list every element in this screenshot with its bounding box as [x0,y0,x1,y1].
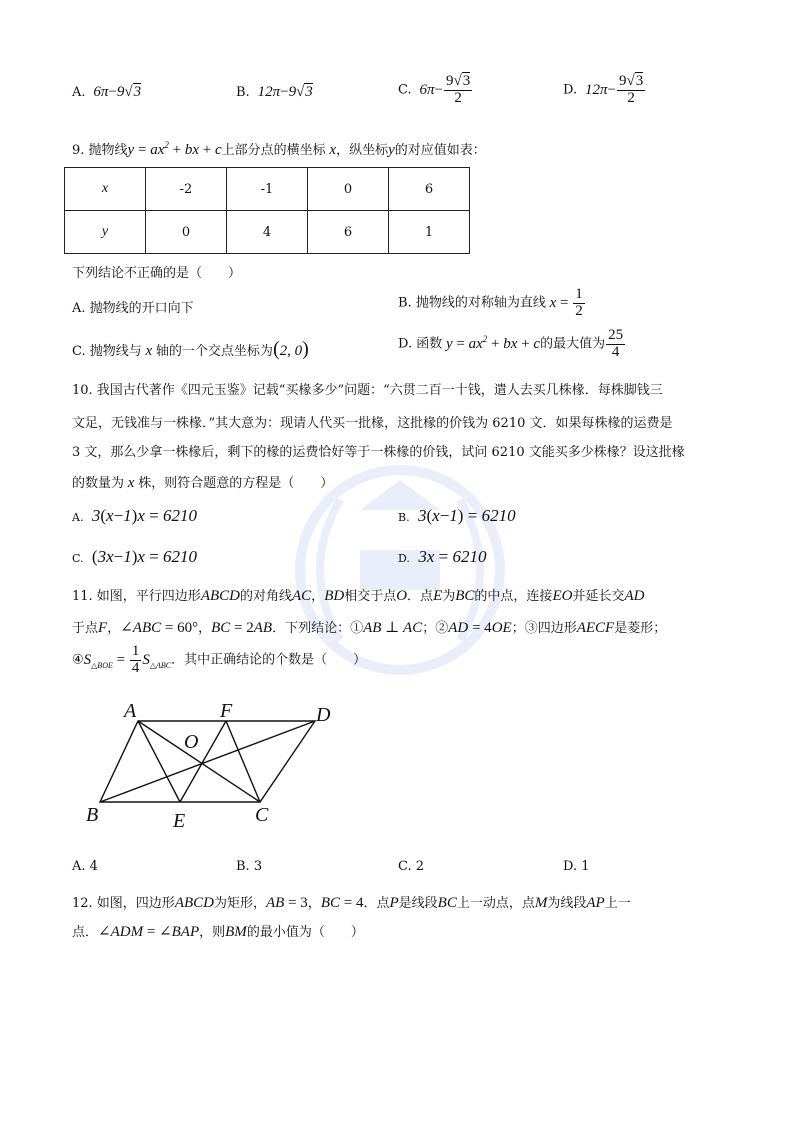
label-f: F [220,700,233,722]
q10-option-c[interactable]: C. (3x−1)x = 6210 [72,547,198,566]
q8-option-d[interactable]: D. 12π− $\frac{9√3}{2}$ [563,73,644,106]
label-c: C [255,804,269,826]
q10-line-3: 3 文，那么少拿一株椽后，剩下的椽的运费恰好等于一株椽的价钱，试问 6210 文能买多少株椽？设这批椽 [72,445,685,460]
label-d: D [316,704,331,726]
label-b: B [86,804,99,826]
diagonal-ac [138,721,260,802]
table-cell: -2 [146,168,227,211]
q11-option-d[interactable]: D. 1 [563,859,590,874]
label-a: A [124,700,137,722]
segment-fc [226,721,260,802]
table-cell: 0 [146,211,227,254]
q12-line-1: 12. 如图，四边形ABCD为矩形，AB = 3，BC = 4．点P是线段BC上一动点，点M为线段AP上一 [72,895,631,911]
table-cell: 4 [227,211,308,254]
q8-option-a[interactable]: A. 6π−9√3 [72,84,142,100]
table-cell: -1 [227,168,308,211]
table-cell: x [65,168,146,211]
table-cell: y [65,211,146,254]
q9-question: 下列结论不正确的是（ ） [72,266,242,281]
q10-line-4: 的数量为 x 株，则符合题意的方程是（ ） [72,475,334,491]
q9-option-b[interactable]: B. 抛物线的对称轴为直线 x = $\frac{1}{2}$ [398,286,583,319]
q9-stem: 9. 抛物线$y = ax^2$ + bx + c上部分点的横坐标 x，纵坐标y的对应值如表： [72,140,486,158]
q10-option-a[interactable]: A. 3(x−1)x = 6210 [72,506,197,525]
q11-option-a[interactable]: A. 4 [72,859,98,874]
q10-line-1: 10. 我国古代著作《四元玉鉴》记载“买椽多少”问题：“六贯二百一十钱，遣人去买几株椽．每株脚钱三 [72,383,663,398]
label-e: E [173,810,186,832]
table-cell: 6 [389,168,470,211]
q9-option-a[interactable]: A. 抛物线的开口向下 [72,301,194,316]
table-cell: 1 [389,211,470,254]
table-cell: 0 [308,168,389,211]
table-cell: 6 [308,211,389,254]
q9-value-table [64,167,470,254]
q11-line-1: 11. 如图，平行四边形ABCD的对角线AC，BD相交于点O．点E为BC的中点，连接EO并延长交AD [72,588,645,604]
q11-line-2: 于点F，∠ABC = 60°，BC = 2AB．下列结论：①AB ⊥ AC；②AD = 4OE；③四边形AECF是菱形； [72,620,667,636]
segment-ae [138,721,180,802]
label-o: O [184,731,199,753]
q9-option-c[interactable]: C. 抛物线与 x 轴的一个交点坐标为(2, 0) [72,338,309,360]
q11-parallelogram-figure [80,694,350,834]
table-row [65,211,470,254]
q11-option-b[interactable]: B. 3 [236,859,263,874]
q11-option-c[interactable]: C. 2 [398,859,425,874]
q9-option-d[interactable]: D. 函数 $y = ax^2$ + bx + c的最大值为 $\frac{25}{4}$ [398,327,624,360]
q10-option-b[interactable]: B. 3(x−1) = 6210 [398,506,516,525]
q8-option-b[interactable]: B. 12π−9√3 [236,84,313,100]
q10-line-2: 文足，无钱准与一株椽．”其大意为：现请人代买一批椽，这批椽的价钱为 6210 文．如果每株椽的运费是 [72,416,673,431]
q12-line-2: 点．∠ADM = ∠BAP，则BM的最小值为（ ） [72,924,364,940]
q8-option-c[interactable]: C. 6π− $\frac{9√3}{2}$ [398,73,471,106]
q10-option-d[interactable]: D. 3x = 6210 [398,547,487,566]
q11-line-3: $④S_{\triangle BOE}$ = $\frac{1}{4}$ $S_{\triangle ABC}$．其中正确结论的个数是（ ） [72,643,367,676]
table-row [65,168,470,211]
